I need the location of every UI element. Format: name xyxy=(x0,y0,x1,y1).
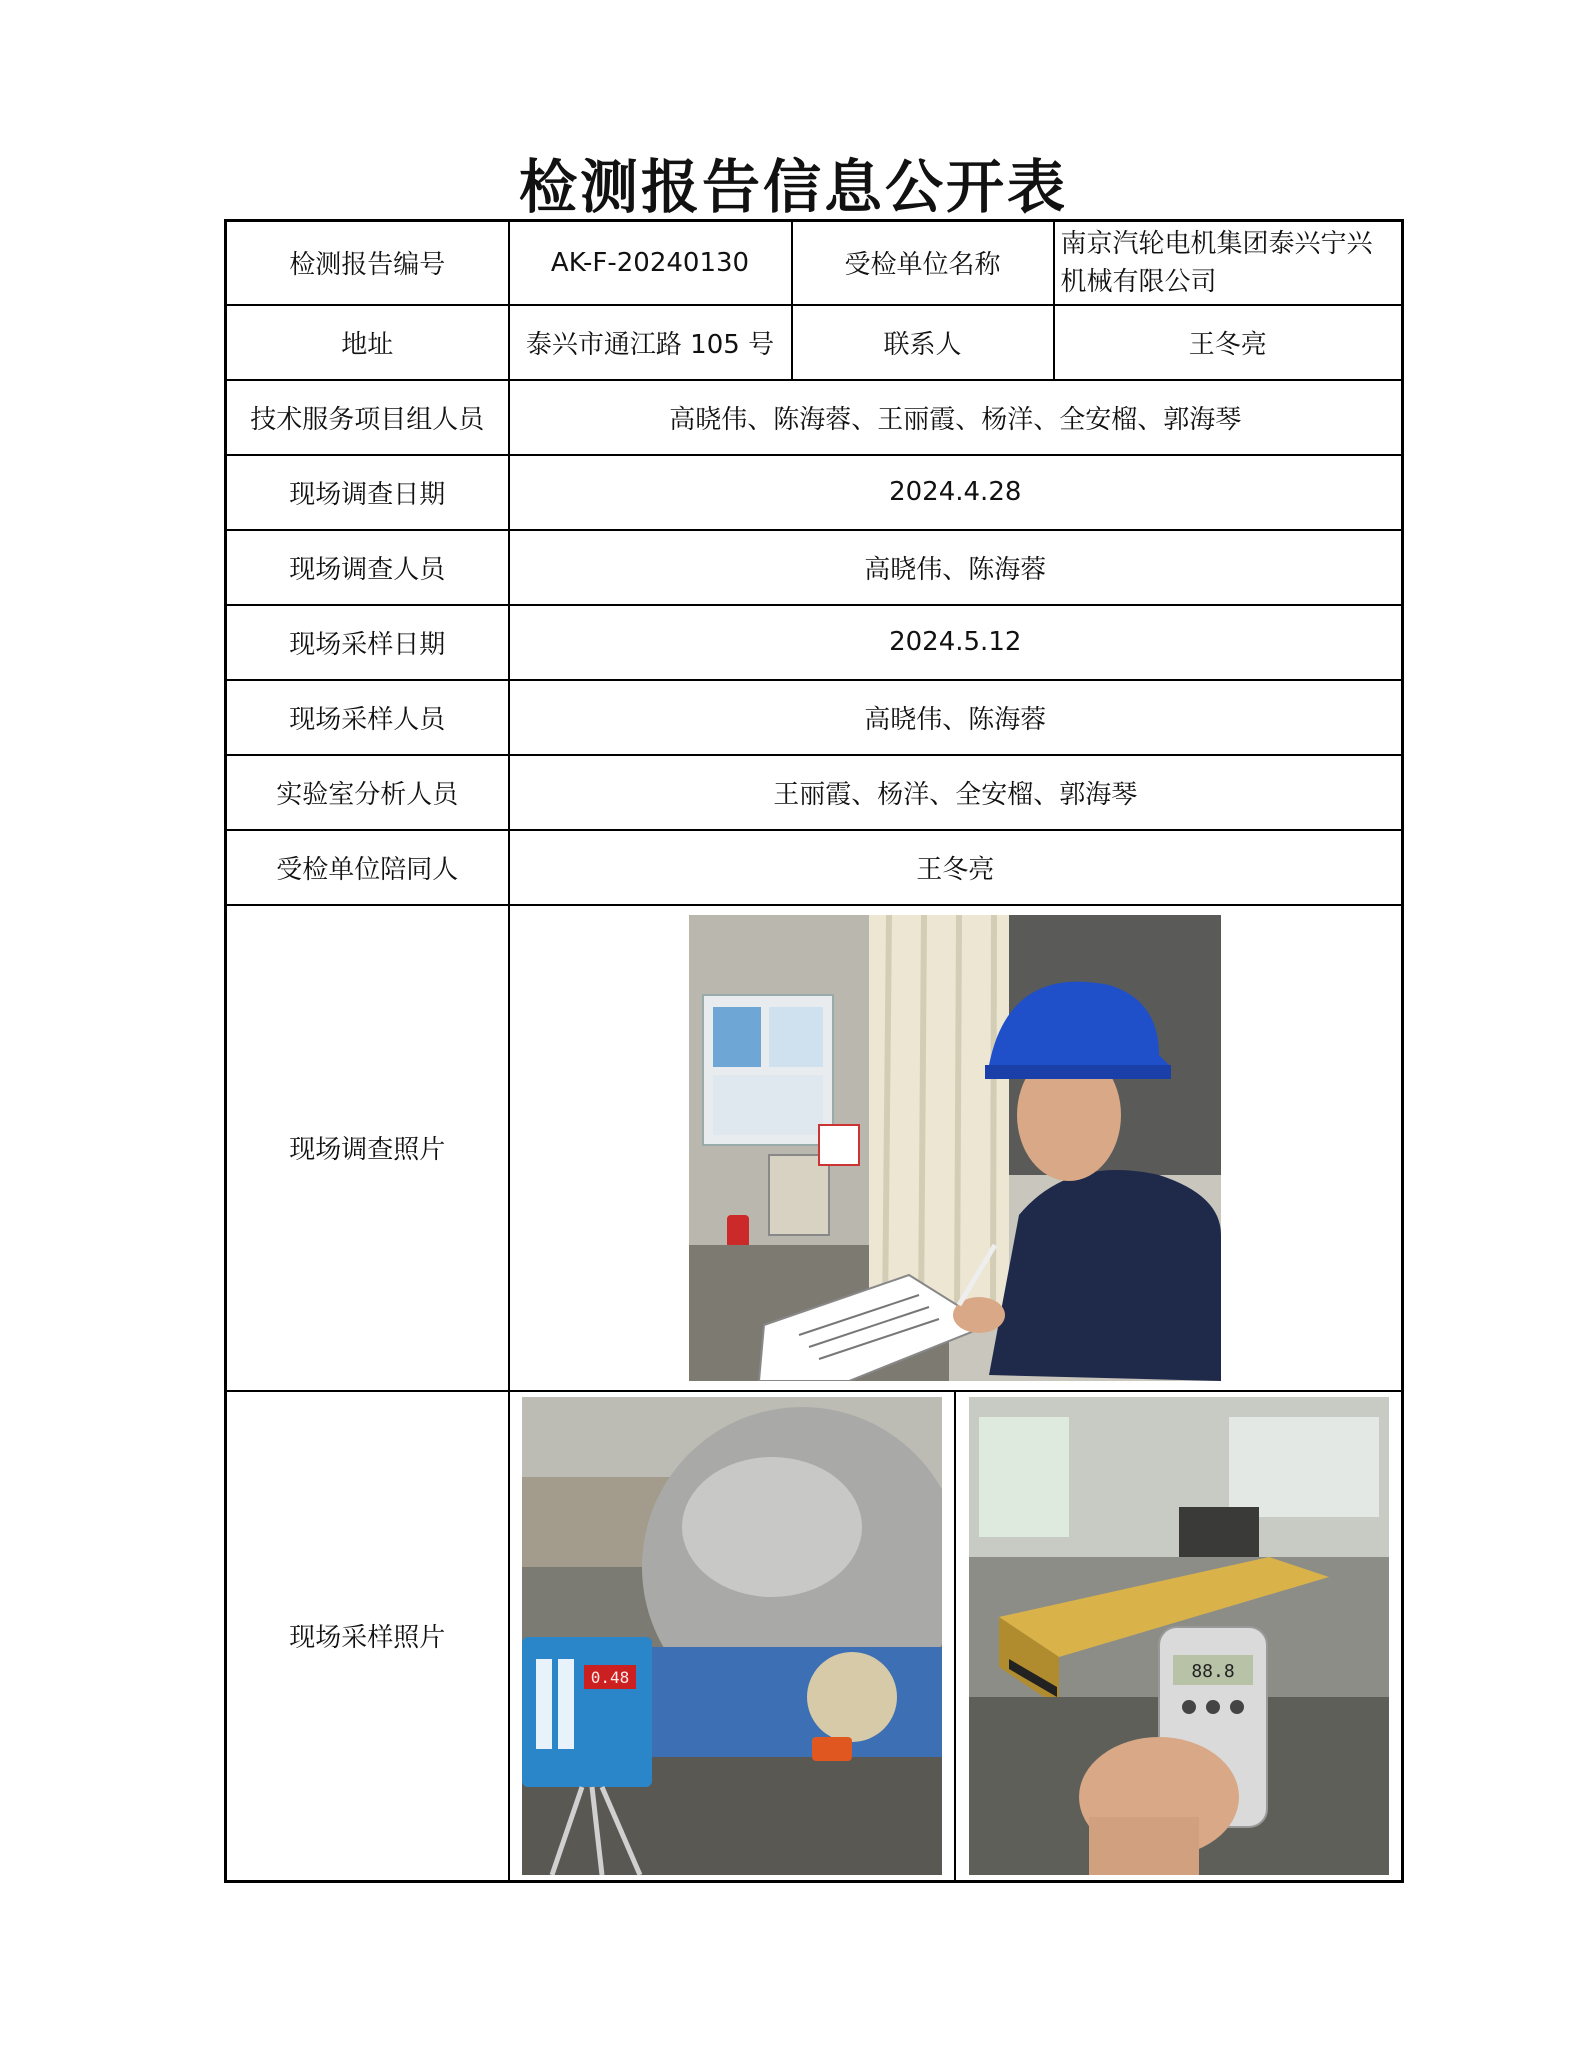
sampling-photo-right-wrap xyxy=(956,1392,1401,1881)
unit-name-label: 受检单位名称 xyxy=(792,221,1054,305)
document-title: 检测报告信息公开表 xyxy=(518,153,1068,221)
row-survey-staff xyxy=(226,530,1403,605)
row-escort xyxy=(226,830,1403,905)
escort-label: 受检单位陪同人 xyxy=(226,830,509,905)
address-value: 泰兴市通江路 105 号 xyxy=(509,305,792,380)
survey-date-label: 现场调查日期 xyxy=(226,455,509,530)
row-sampling-staff xyxy=(226,680,1403,755)
row-team xyxy=(226,380,1403,455)
report-number-label: 检测报告编号 xyxy=(226,221,509,305)
row-sampling-date xyxy=(226,605,1403,680)
sampling-staff-value: 高晓伟、陈海蓉 xyxy=(509,680,1403,755)
report-info-table xyxy=(224,219,1404,1883)
row-report-number xyxy=(226,221,1403,305)
sampling-date-label: 现场采样日期 xyxy=(226,605,509,680)
survey-staff-value: 高晓伟、陈海蓉 xyxy=(509,530,1403,605)
row-lab-staff xyxy=(226,755,1403,830)
row-sampling-photo xyxy=(226,1391,1403,1882)
sampling-photo-pair xyxy=(510,1392,1402,1881)
survey-photo xyxy=(689,915,1221,1381)
address-label: 地址 xyxy=(226,305,509,380)
sampling-date-value: 2024.5.12 xyxy=(509,605,1403,680)
survey-photo-label: 现场调查照片 xyxy=(226,905,509,1391)
sampling-photo-left-wrap xyxy=(510,1392,957,1881)
row-survey-date xyxy=(226,455,1403,530)
row-address xyxy=(226,305,1403,380)
sampling-photo-cell xyxy=(509,1391,1403,1882)
survey-staff-label: 现场调查人员 xyxy=(226,530,509,605)
unit-name-value: 南京汽轮电机集团泰兴宁兴机械有限公司 xyxy=(1054,221,1403,305)
meter-display-text: 88.8 xyxy=(1190,1660,1235,1682)
sampling-photo-label: 现场采样照片 xyxy=(226,1391,509,1882)
sampling-staff-label: 现场采样人员 xyxy=(226,680,509,755)
survey-photo-cell xyxy=(509,905,1403,1391)
team-label: 技术服务项目组人员 xyxy=(226,380,509,455)
sound-meter-photo-image xyxy=(969,1397,1389,1875)
row-survey-photo xyxy=(226,905,1403,1391)
sampling-photo-left xyxy=(522,1397,942,1875)
sampling-photo-right xyxy=(969,1397,1389,1875)
lab-staff-value: 王丽霞、杨洋、全安榴、郭海琴 xyxy=(509,755,1403,830)
survey-date-value: 2024.4.28 xyxy=(509,455,1403,530)
lab-staff-label: 实验室分析人员 xyxy=(226,755,509,830)
sampler-display-text: 0.48 xyxy=(590,1667,630,1687)
contact-label: 联系人 xyxy=(792,305,1054,380)
survey-photo-image xyxy=(689,915,1221,1381)
report-number-value: AK-F-20240130 xyxy=(509,221,792,305)
dust-sampler-photo-image xyxy=(522,1397,942,1875)
contact-value: 王冬亮 xyxy=(1054,305,1403,380)
escort-value: 王冬亮 xyxy=(509,830,1403,905)
team-value: 高晓伟、陈海蓉、王丽霞、杨洋、全安榴、郭海琴 xyxy=(509,380,1403,455)
